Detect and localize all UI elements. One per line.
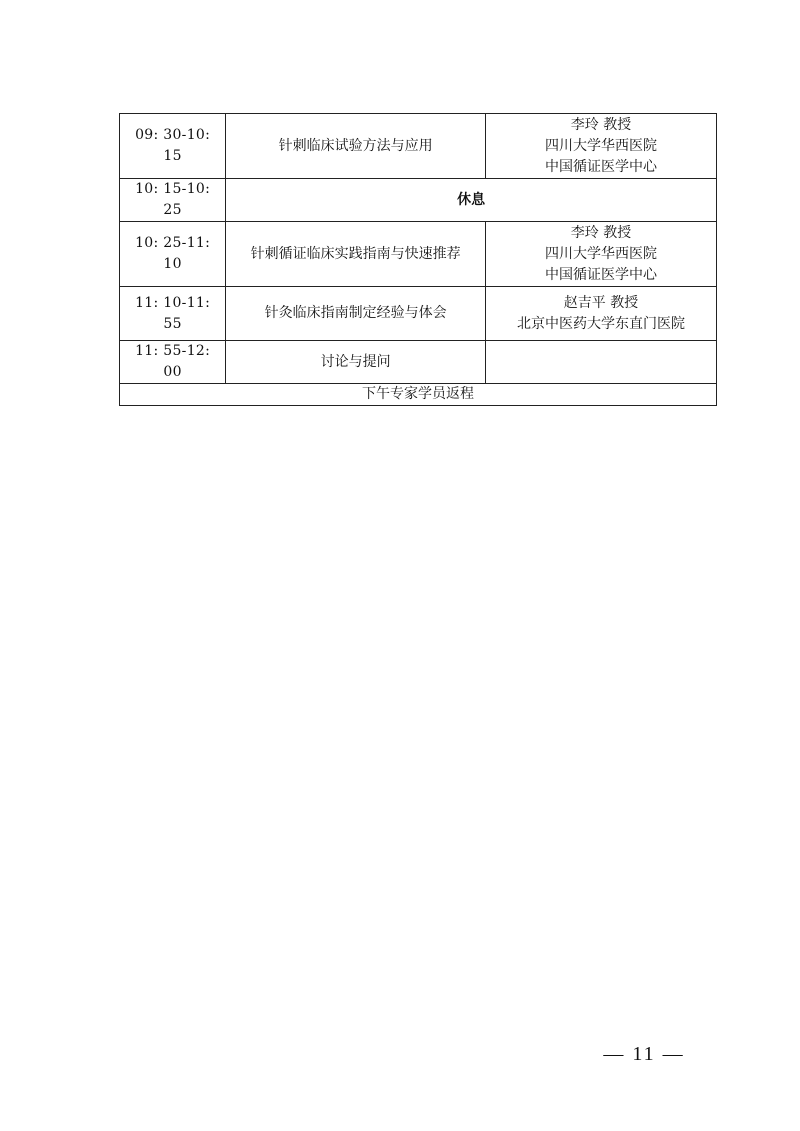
speaker-name: 李玲 教授 bbox=[570, 116, 632, 133]
speaker-name: 李玲 教授 bbox=[570, 224, 632, 241]
speaker-cell bbox=[486, 114, 717, 179]
time-cell: 11: 10-11: 55 bbox=[120, 287, 226, 341]
topic-cell: 针灸临床指南制定经验与体会 bbox=[226, 287, 486, 341]
closing-cell: 下午专家学员返程 bbox=[120, 384, 717, 406]
speaker-affiliation: 四川大学华西医院 bbox=[545, 137, 657, 154]
speaker-cell bbox=[486, 222, 717, 287]
table-row bbox=[120, 384, 717, 406]
time-cell: 10: 15-10: 25 bbox=[120, 179, 226, 222]
time-cell: 11: 55-12: 00 bbox=[120, 341, 226, 384]
speaker-affiliation: 中国循证医学中心 bbox=[545, 158, 657, 175]
table-row bbox=[120, 341, 717, 384]
page-number: — 11 — bbox=[603, 1043, 685, 1065]
speaker-affiliation: 四川大学华西医院 bbox=[545, 245, 657, 262]
speaker-name: 赵吉平 教授 bbox=[563, 294, 639, 311]
table-row bbox=[120, 114, 717, 179]
speaker-cell bbox=[486, 287, 717, 341]
schedule-table bbox=[119, 113, 717, 406]
speaker-affiliation: 中国循证医学中心 bbox=[545, 266, 657, 283]
topic-cell: 针刺临床试验方法与应用 bbox=[226, 114, 486, 179]
break-cell: 休息 bbox=[226, 179, 717, 222]
topic-cell: 讨论与提问 bbox=[226, 341, 486, 384]
topic-cell: 针刺循证临床实践指南与快速推荐 bbox=[226, 222, 486, 287]
table-row bbox=[120, 287, 717, 341]
table-row bbox=[120, 222, 717, 287]
time-cell: 09: 30-10: 15 bbox=[120, 114, 226, 179]
time-cell: 10: 25-11: 10 bbox=[120, 222, 226, 287]
speaker-affiliation: 北京中医药大学东直门医院 bbox=[517, 315, 685, 332]
table-row bbox=[120, 179, 717, 222]
speaker-cell-empty bbox=[486, 341, 717, 384]
